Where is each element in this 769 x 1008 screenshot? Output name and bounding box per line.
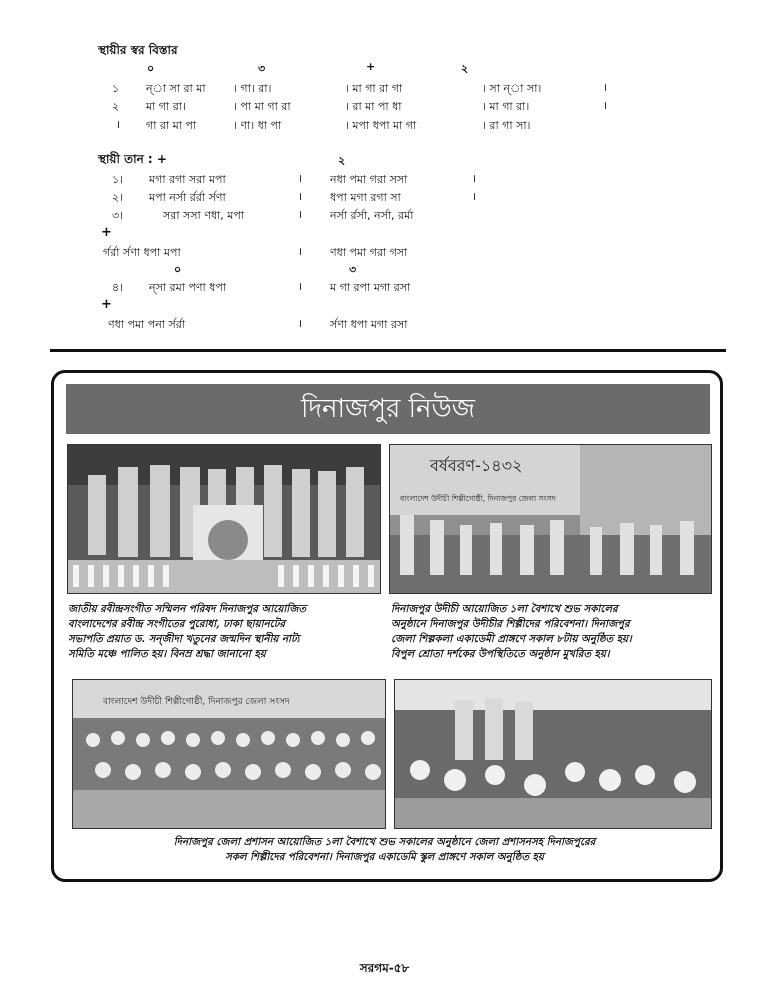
- taan-cell: ণধা পমা পনা র্সর্রা: [108, 318, 185, 331]
- row-number: ১: [112, 82, 120, 95]
- photo-banner-text: বর্ষবরণ-১৪৩২: [430, 456, 523, 475]
- caption-line: অনুষ্ঠানে দিনাজপুর উদীচীর শিল্পীদের পরিবেশনা। দিনাজপুর: [391, 618, 630, 630]
- page-number: সরগম-৫৮: [359, 961, 410, 975]
- caption-line: সভাপতি প্রয়াত ড. সন্‌জীদা খতুনের জন্মদিন স্থানীয় নাট্য: [68, 633, 300, 645]
- bar-line: ।: [472, 172, 477, 185]
- notation-cell: । রা মা পা ধা: [345, 100, 402, 113]
- bar-line: ।: [298, 208, 303, 221]
- caption-line: দিনাজপুর জেলা প্রশাসন আয়োজিত ১লা বৈশাখে শুভ সকালের অনুষ্ঠানে জেলা প্রশাসনসহ দিনাজপুরের: [173, 836, 596, 848]
- beat-marker: ০: [147, 62, 155, 75]
- beat-marker: ০: [174, 263, 182, 276]
- caption-commemoration: [68, 602, 306, 662]
- beat-marker: ৩: [349, 263, 357, 276]
- taan-heading: স্থায়ী তান : +: [98, 152, 167, 166]
- caption-udichi: [391, 602, 632, 662]
- taan-cell: নধা পমা গরা সসা: [330, 173, 408, 186]
- bar-line: ।: [298, 280, 303, 293]
- caption-line: দিনাজপুর উদীচী আয়োজিত ১লা বৈশাখে শুভ সকালের: [391, 603, 618, 615]
- beat-marker: ৩: [258, 62, 266, 75]
- notation-cell: । মপা ধপা মা গা: [345, 119, 417, 132]
- sam-marker: +: [101, 225, 112, 240]
- caption-line: সমিতি মঞ্চে পালিত হয়। বিনম্র শ্রদ্ধা জানানো হয়: [68, 648, 266, 660]
- caption-line: বাংলাদেশের রবীন্দ্র সংগীতের পুরোধা, ঢাকা ছায়ানটের: [68, 618, 285, 630]
- photo-banner-subtext: বাংলাদেশ উদীচী শিল্পীগোষ্ঠী, দিনাজপুর জেলা সংসদ: [103, 697, 290, 707]
- news-banner: দিনাজপুর নিউজ: [66, 384, 710, 434]
- photo-udichi-performance: [389, 444, 712, 594]
- notation-cell: । মা গা রা।: [482, 100, 530, 113]
- bar-line: ।: [298, 172, 303, 185]
- row-number: ১।: [112, 173, 124, 186]
- bar-line: ।: [472, 190, 477, 203]
- taan-cell: নর্সা র্রর্সা, নর্সা, রর্মা: [330, 209, 414, 222]
- beat-marker: +: [366, 60, 376, 73]
- row-number: ৩।: [112, 209, 124, 222]
- notation-cell: । মা গা রা গা: [345, 82, 403, 95]
- notation-cell: গা রা মা পা: [146, 119, 197, 132]
- photo-district-admin-event: [394, 679, 712, 829]
- taan-cell: মপা নর্সা র্রর্রা র্সণা: [149, 191, 226, 204]
- photo-commemoration: [67, 444, 381, 594]
- row-number: ৪।: [112, 281, 124, 294]
- caption-line: বিপুল শ্রোতা দর্শকের উপস্থিতিতে অনুষ্ঠান মুখরিত হয়।: [391, 648, 610, 660]
- taan-cell: ন্‌সা রমা পণা ধপা: [149, 281, 226, 294]
- notation-cell: ন্‌া সা রা মা: [146, 82, 206, 95]
- taan-cell: ণধা পমা গরা গসা: [330, 246, 408, 259]
- notation-cell: মা গা রা।: [146, 100, 186, 113]
- notation-cell: । পা মা গা রা: [233, 100, 291, 113]
- beat-marker: ২: [338, 154, 346, 167]
- taan-cell: ধপা মগা রগা সা: [330, 191, 401, 204]
- taan-cell: সরা সসা ণধা, মপা: [163, 209, 244, 222]
- caption-district-admin: [0, 835, 769, 865]
- notation-cell: । গা। রা।: [233, 82, 272, 95]
- row-number: ২: [112, 100, 120, 113]
- notation-heading: স্থায়ীর স্বর বিস্তার: [98, 43, 178, 57]
- caption-line: জেলা শিল্পকলা একাডেমী প্রাঙ্গণে সকাল ৮টায় অনুষ্ঠিত হয়।: [391, 633, 632, 645]
- notation-cell: ।: [603, 81, 608, 94]
- notation-cell: । সা ন্‌া সা।: [482, 82, 542, 95]
- taan-cell: মগা রগা সরা মপা: [149, 173, 226, 186]
- taan-cell: ম গা রপা মগা রসা: [330, 281, 411, 294]
- notation-cell: । রা গা সা।: [482, 119, 531, 132]
- photo-banner-subtext: বাংলাদেশ উদীচী শিল্পীগোষ্ঠী, দিনাজপুর জেলা সংসদ: [400, 494, 556, 503]
- caption-line: জাতীয় রবীন্দ্রসংগীত সম্মিলন পরিষদ দিনাজপুর আয়োজিত: [68, 603, 306, 615]
- caption-line: সকল শিল্পীদের পরিবেশনা। দিনাজপুর একাডেমি স্কুল প্রাঙ্গণে সকাল অনুষ্ঠিত হয়: [225, 851, 544, 863]
- row-number: ২।: [112, 191, 124, 204]
- notation-cell: । ণা। ধা পা: [233, 119, 282, 132]
- taan-cell: র্গর্রা র্সণা ধপা মপা: [103, 246, 181, 259]
- bar-line: ।: [298, 317, 303, 330]
- bar-line: ।: [298, 190, 303, 203]
- taan-cell: র্সণা ধপা মগা রসা: [330, 318, 408, 331]
- row-number: ।: [116, 118, 121, 131]
- notation-cell: ।: [603, 99, 608, 112]
- sam-marker: +: [101, 297, 112, 312]
- beat-marker: ২: [461, 62, 469, 75]
- bar-line: ।: [298, 245, 303, 258]
- section-divider: [50, 349, 726, 352]
- photo-choir-group: [72, 679, 386, 829]
